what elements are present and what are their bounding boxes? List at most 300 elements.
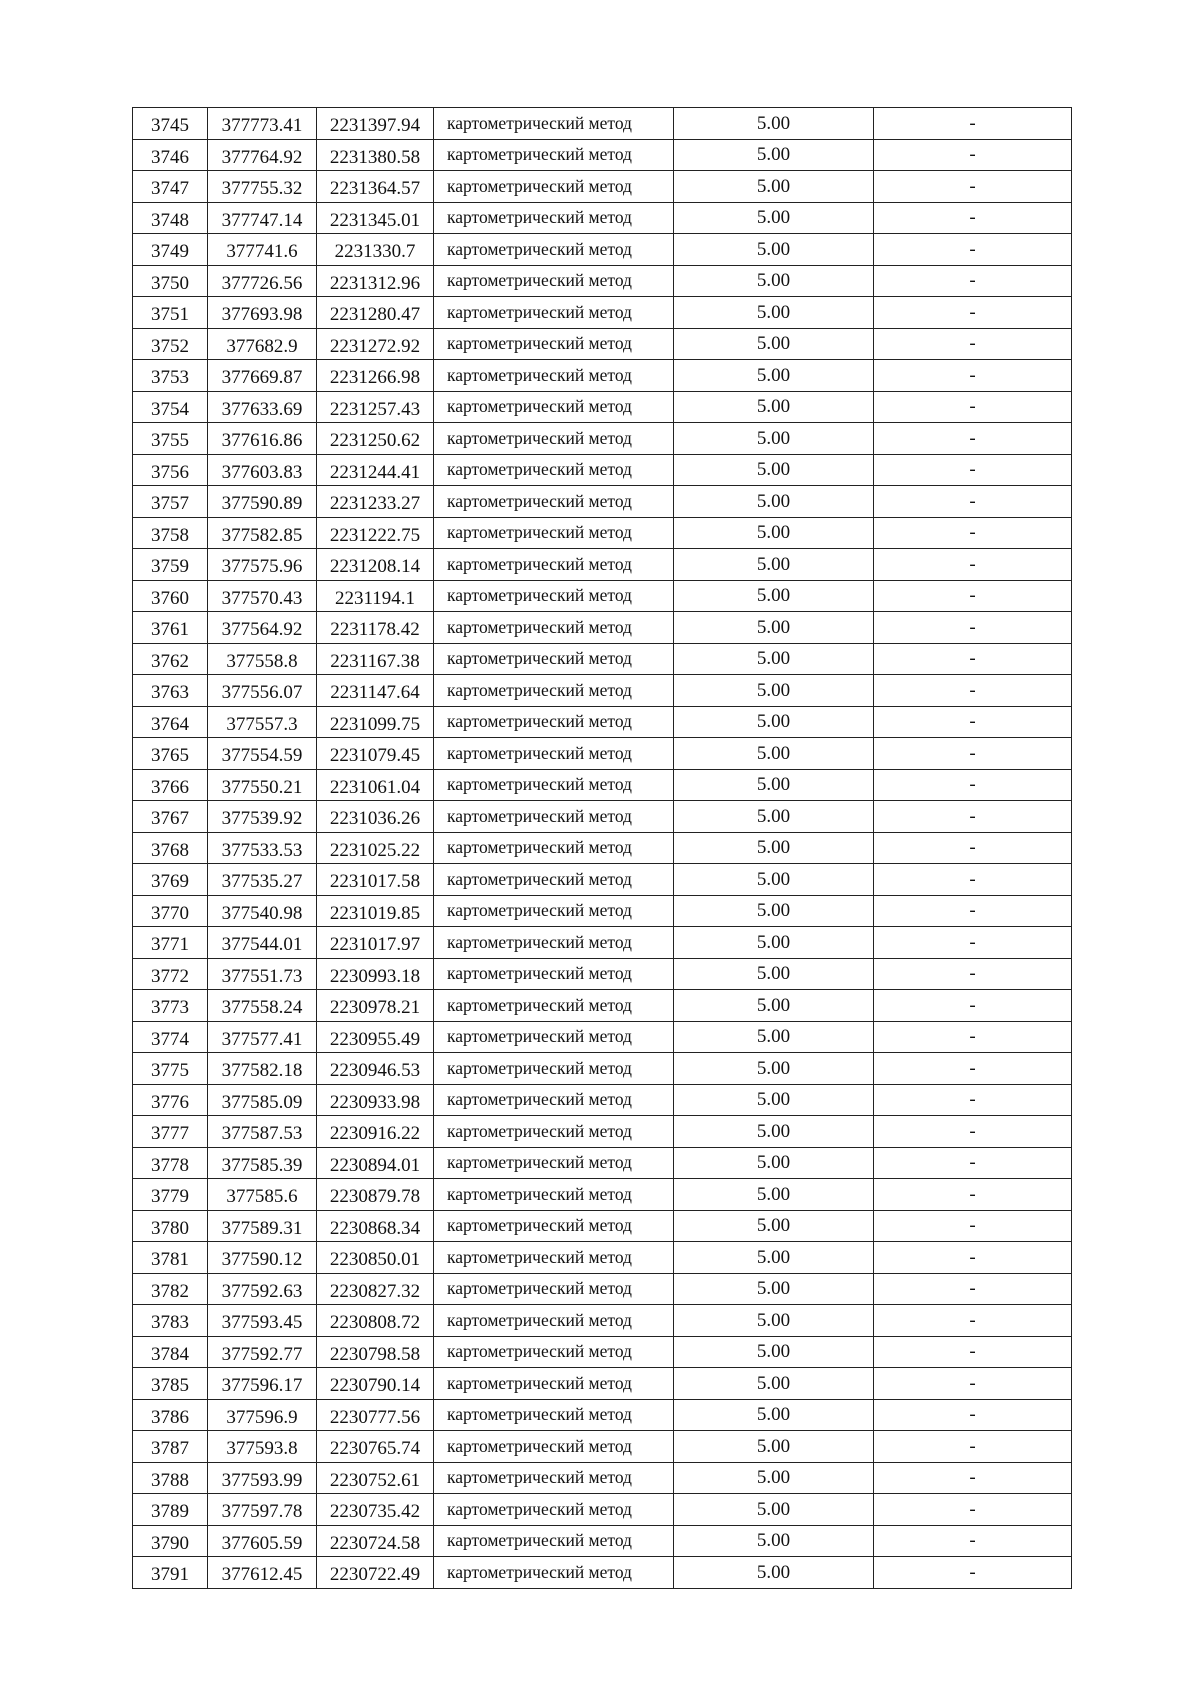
accuracy-cell: 5.00 (674, 1368, 874, 1400)
y-coordinate-cell: 2230894.01 (317, 1147, 434, 1179)
y-coordinate-cell: 2231250.62 (317, 423, 434, 455)
y-coordinate-cell: 2231233.27 (317, 486, 434, 518)
table-row (133, 549, 1072, 581)
x-coordinate-cell: 377590.12 (208, 1242, 317, 1274)
method-cell: картометрический метод (434, 1462, 674, 1494)
method-cell: картометрический метод (434, 171, 674, 203)
y-coordinate-cell: 2231330.7 (317, 234, 434, 266)
y-coordinate-cell: 2231178.42 (317, 612, 434, 644)
description-cell: - (874, 139, 1072, 171)
x-coordinate-cell: 377590.89 (208, 486, 317, 518)
point-number-cell: 3753 (133, 360, 208, 392)
method-cell: картометрический метод (434, 328, 674, 360)
y-coordinate-cell: 2231147.64 (317, 675, 434, 707)
x-coordinate-cell: 377551.73 (208, 958, 317, 990)
table-row (133, 202, 1072, 234)
x-coordinate-cell: 377764.92 (208, 139, 317, 171)
x-coordinate-cell: 377550.21 (208, 769, 317, 801)
x-coordinate-cell: 377577.41 (208, 1021, 317, 1053)
method-cell: картометрический метод (434, 580, 674, 612)
table-row (133, 423, 1072, 455)
table-row (133, 1368, 1072, 1400)
x-coordinate-cell: 377533.53 (208, 832, 317, 864)
y-coordinate-cell: 2231397.94 (317, 108, 434, 140)
method-cell: картометрический метод (434, 1053, 674, 1085)
y-coordinate-cell: 2231345.01 (317, 202, 434, 234)
method-cell: картометрический метод (434, 832, 674, 864)
accuracy-cell: 5.00 (674, 706, 874, 738)
x-coordinate-cell: 377585.09 (208, 1084, 317, 1116)
point-number-cell: 3750 (133, 265, 208, 297)
y-coordinate-cell: 2231280.47 (317, 297, 434, 329)
table-row (133, 1273, 1072, 1305)
table-row (133, 1557, 1072, 1589)
table-row (133, 769, 1072, 801)
table-row (133, 801, 1072, 833)
x-coordinate-cell: 377593.99 (208, 1462, 317, 1494)
point-number-cell: 3768 (133, 832, 208, 864)
description-cell: - (874, 864, 1072, 896)
table-row (133, 1179, 1072, 1211)
description-cell: - (874, 927, 1072, 959)
method-cell: картометрический метод (434, 1147, 674, 1179)
table-row (133, 738, 1072, 770)
description-cell: - (874, 454, 1072, 486)
table-row (133, 706, 1072, 738)
accuracy-cell: 5.00 (674, 738, 874, 770)
description-cell: - (874, 1179, 1072, 1211)
point-number-cell: 3779 (133, 1179, 208, 1211)
x-coordinate-cell: 377557.3 (208, 706, 317, 738)
point-number-cell: 3769 (133, 864, 208, 896)
table-row (133, 612, 1072, 644)
description-cell: - (874, 423, 1072, 455)
description-cell: - (874, 612, 1072, 644)
y-coordinate-cell: 2231099.75 (317, 706, 434, 738)
method-cell: картометрический метод (434, 1021, 674, 1053)
x-coordinate-cell: 377575.96 (208, 549, 317, 581)
table-row (133, 1494, 1072, 1526)
method-cell: картометрический метод (434, 1557, 674, 1589)
table-row (133, 108, 1072, 140)
table-row (133, 990, 1072, 1022)
y-coordinate-cell: 2231017.58 (317, 864, 434, 896)
method-cell: картометрический метод (434, 801, 674, 833)
table-row (133, 643, 1072, 675)
description-cell: - (874, 1116, 1072, 1148)
description-cell: - (874, 1557, 1072, 1589)
point-number-cell: 3781 (133, 1242, 208, 1274)
y-coordinate-cell: 2230752.61 (317, 1462, 434, 1494)
point-number-cell: 3761 (133, 612, 208, 644)
accuracy-cell: 5.00 (674, 486, 874, 518)
accuracy-cell: 5.00 (674, 108, 874, 140)
method-cell: картометрический метод (434, 1336, 674, 1368)
accuracy-cell: 5.00 (674, 1462, 874, 1494)
description-cell: - (874, 1210, 1072, 1242)
method-cell: картометрический метод (434, 1368, 674, 1400)
point-number-cell: 3790 (133, 1525, 208, 1557)
table-row (133, 1053, 1072, 1085)
table-row (133, 391, 1072, 423)
description-cell: - (874, 1431, 1072, 1463)
method-cell: картометрический метод (434, 234, 674, 266)
accuracy-cell: 5.00 (674, 1021, 874, 1053)
accuracy-cell: 5.00 (674, 1494, 874, 1526)
y-coordinate-cell: 2231380.58 (317, 139, 434, 171)
x-coordinate-cell: 377682.9 (208, 328, 317, 360)
description-cell: - (874, 706, 1072, 738)
point-number-cell: 3782 (133, 1273, 208, 1305)
accuracy-cell: 5.00 (674, 360, 874, 392)
accuracy-cell: 5.00 (674, 675, 874, 707)
x-coordinate-cell: 377596.17 (208, 1368, 317, 1400)
point-number-cell: 3791 (133, 1557, 208, 1589)
point-number-cell: 3754 (133, 391, 208, 423)
accuracy-cell: 5.00 (674, 265, 874, 297)
method-cell: картометрический метод (434, 1305, 674, 1337)
description-cell: - (874, 391, 1072, 423)
table-row (133, 139, 1072, 171)
point-number-cell: 3764 (133, 706, 208, 738)
x-coordinate-cell: 377585.6 (208, 1179, 317, 1211)
accuracy-cell: 5.00 (674, 171, 874, 203)
method-cell: картометрический метод (434, 549, 674, 581)
y-coordinate-cell: 2230827.32 (317, 1273, 434, 1305)
table-row (133, 675, 1072, 707)
y-coordinate-cell: 2231364.57 (317, 171, 434, 203)
x-coordinate-cell: 377605.59 (208, 1525, 317, 1557)
table-row (133, 486, 1072, 518)
point-number-cell: 3780 (133, 1210, 208, 1242)
method-cell: картометрический метод (434, 1273, 674, 1305)
y-coordinate-cell: 2231266.98 (317, 360, 434, 392)
table-row (133, 1116, 1072, 1148)
table-row (133, 234, 1072, 266)
y-coordinate-cell: 2231079.45 (317, 738, 434, 770)
description-cell: - (874, 486, 1072, 518)
table-row (133, 1462, 1072, 1494)
accuracy-cell: 5.00 (674, 1053, 874, 1085)
method-cell: картометрический метод (434, 1399, 674, 1431)
description-cell: - (874, 360, 1072, 392)
accuracy-cell: 5.00 (674, 643, 874, 675)
accuracy-cell: 5.00 (674, 1242, 874, 1274)
x-coordinate-cell: 377693.98 (208, 297, 317, 329)
description-cell: - (874, 171, 1072, 203)
table-row (133, 265, 1072, 297)
y-coordinate-cell: 2231272.92 (317, 328, 434, 360)
point-number-cell: 3765 (133, 738, 208, 770)
accuracy-cell: 5.00 (674, 927, 874, 959)
description-cell: - (874, 1494, 1072, 1526)
accuracy-cell: 5.00 (674, 1557, 874, 1589)
y-coordinate-cell: 2230777.56 (317, 1399, 434, 1431)
method-cell: картометрический метод (434, 139, 674, 171)
accuracy-cell: 5.00 (674, 1273, 874, 1305)
x-coordinate-cell: 377596.9 (208, 1399, 317, 1431)
y-coordinate-cell: 2231244.41 (317, 454, 434, 486)
y-coordinate-cell: 2231257.43 (317, 391, 434, 423)
accuracy-cell: 5.00 (674, 832, 874, 864)
table-row (133, 328, 1072, 360)
description-cell: - (874, 1525, 1072, 1557)
point-number-cell: 3784 (133, 1336, 208, 1368)
description-cell: - (874, 580, 1072, 612)
accuracy-cell: 5.00 (674, 801, 874, 833)
table-row (133, 832, 1072, 864)
table-row (133, 1210, 1072, 1242)
description-cell: - (874, 1305, 1072, 1337)
y-coordinate-cell: 2230808.72 (317, 1305, 434, 1337)
x-coordinate-cell: 377597.78 (208, 1494, 317, 1526)
x-coordinate-cell: 377585.39 (208, 1147, 317, 1179)
description-cell: - (874, 202, 1072, 234)
point-number-cell: 3785 (133, 1368, 208, 1400)
point-number-cell: 3778 (133, 1147, 208, 1179)
method-cell: картометрический метод (434, 1210, 674, 1242)
method-cell: картометрический метод (434, 297, 674, 329)
point-number-cell: 3756 (133, 454, 208, 486)
point-number-cell: 3755 (133, 423, 208, 455)
x-coordinate-cell: 377582.85 (208, 517, 317, 549)
table-row (133, 1242, 1072, 1274)
accuracy-cell: 5.00 (674, 1336, 874, 1368)
point-number-cell: 3746 (133, 139, 208, 171)
accuracy-cell: 5.00 (674, 895, 874, 927)
description-cell: - (874, 1242, 1072, 1274)
x-coordinate-cell: 377587.53 (208, 1116, 317, 1148)
point-number-cell: 3749 (133, 234, 208, 266)
y-coordinate-cell: 2230879.78 (317, 1179, 434, 1211)
x-coordinate-cell: 377556.07 (208, 675, 317, 707)
method-cell: картометрический метод (434, 360, 674, 392)
method-cell: картометрический метод (434, 265, 674, 297)
description-cell: - (874, 990, 1072, 1022)
point-number-cell: 3774 (133, 1021, 208, 1053)
table-row (133, 297, 1072, 329)
point-number-cell: 3748 (133, 202, 208, 234)
y-coordinate-cell: 2230722.49 (317, 1557, 434, 1589)
y-coordinate-cell: 2230724.58 (317, 1525, 434, 1557)
x-coordinate-cell: 377558.24 (208, 990, 317, 1022)
point-number-cell: 3789 (133, 1494, 208, 1526)
x-coordinate-cell: 377603.83 (208, 454, 317, 486)
accuracy-cell: 5.00 (674, 391, 874, 423)
x-coordinate-cell: 377564.92 (208, 612, 317, 644)
description-cell: - (874, 1053, 1072, 1085)
description-cell: - (874, 643, 1072, 675)
accuracy-cell: 5.00 (674, 517, 874, 549)
x-coordinate-cell: 377612.45 (208, 1557, 317, 1589)
accuracy-cell: 5.00 (674, 769, 874, 801)
accuracy-cell: 5.00 (674, 612, 874, 644)
x-coordinate-cell: 377539.92 (208, 801, 317, 833)
accuracy-cell: 5.00 (674, 1399, 874, 1431)
accuracy-cell: 5.00 (674, 328, 874, 360)
accuracy-cell: 5.00 (674, 202, 874, 234)
table-row (133, 454, 1072, 486)
accuracy-cell: 5.00 (674, 580, 874, 612)
method-cell: картометрический метод (434, 1084, 674, 1116)
x-coordinate-cell: 377582.18 (208, 1053, 317, 1085)
y-coordinate-cell: 2231208.14 (317, 549, 434, 581)
x-coordinate-cell: 377544.01 (208, 927, 317, 959)
point-number-cell: 3751 (133, 297, 208, 329)
point-number-cell: 3758 (133, 517, 208, 549)
table-row (133, 1525, 1072, 1557)
y-coordinate-cell: 2230955.49 (317, 1021, 434, 1053)
x-coordinate-cell: 377773.41 (208, 108, 317, 140)
table-row (133, 1399, 1072, 1431)
accuracy-cell: 5.00 (674, 549, 874, 581)
table-row (133, 171, 1072, 203)
description-cell: - (874, 1084, 1072, 1116)
accuracy-cell: 5.00 (674, 990, 874, 1022)
point-number-cell: 3771 (133, 927, 208, 959)
y-coordinate-cell: 2231061.04 (317, 769, 434, 801)
point-number-cell: 3783 (133, 1305, 208, 1337)
method-cell: картометрический метод (434, 990, 674, 1022)
accuracy-cell: 5.00 (674, 139, 874, 171)
description-cell: - (874, 738, 1072, 770)
method-cell: картометрический метод (434, 738, 674, 770)
y-coordinate-cell: 2231019.85 (317, 895, 434, 927)
method-cell: картометрический метод (434, 958, 674, 990)
point-number-cell: 3763 (133, 675, 208, 707)
y-coordinate-cell: 2230765.74 (317, 1431, 434, 1463)
table-row (133, 895, 1072, 927)
table-row (133, 1431, 1072, 1463)
point-number-cell: 3767 (133, 801, 208, 833)
description-cell: - (874, 832, 1072, 864)
y-coordinate-cell: 2230798.58 (317, 1336, 434, 1368)
method-cell: картометрический метод (434, 1116, 674, 1148)
x-coordinate-cell: 377616.86 (208, 423, 317, 455)
y-coordinate-cell: 2230790.14 (317, 1368, 434, 1400)
accuracy-cell: 5.00 (674, 1084, 874, 1116)
table-body (133, 108, 1072, 1589)
x-coordinate-cell: 377540.98 (208, 895, 317, 927)
description-cell: - (874, 265, 1072, 297)
point-number-cell: 3788 (133, 1462, 208, 1494)
description-cell: - (874, 517, 1072, 549)
method-cell: картометрический метод (434, 927, 674, 959)
x-coordinate-cell: 377726.56 (208, 265, 317, 297)
x-coordinate-cell: 377589.31 (208, 1210, 317, 1242)
point-number-cell: 3759 (133, 549, 208, 581)
accuracy-cell: 5.00 (674, 1210, 874, 1242)
method-cell: картометрический метод (434, 108, 674, 140)
x-coordinate-cell: 377570.43 (208, 580, 317, 612)
description-cell: - (874, 801, 1072, 833)
point-number-cell: 3762 (133, 643, 208, 675)
method-cell: картометрический метод (434, 1431, 674, 1463)
y-coordinate-cell: 2230735.42 (317, 1494, 434, 1526)
point-number-cell: 3770 (133, 895, 208, 927)
description-cell: - (874, 895, 1072, 927)
description-cell: - (874, 1336, 1072, 1368)
accuracy-cell: 5.00 (674, 297, 874, 329)
description-cell: - (874, 958, 1072, 990)
x-coordinate-cell: 377747.14 (208, 202, 317, 234)
accuracy-cell: 5.00 (674, 1525, 874, 1557)
x-coordinate-cell: 377669.87 (208, 360, 317, 392)
x-coordinate-cell: 377741.6 (208, 234, 317, 266)
y-coordinate-cell: 2230978.21 (317, 990, 434, 1022)
accuracy-cell: 5.00 (674, 1116, 874, 1148)
method-cell: картометрический метод (434, 675, 674, 707)
method-cell: картометрический метод (434, 454, 674, 486)
method-cell: картометрический метод (434, 1242, 674, 1274)
table-row (133, 1305, 1072, 1337)
method-cell: картометрический метод (434, 1525, 674, 1557)
method-cell: картометрический метод (434, 706, 674, 738)
method-cell: картометрический метод (434, 517, 674, 549)
y-coordinate-cell: 2231167.38 (317, 643, 434, 675)
method-cell: картометрический метод (434, 895, 674, 927)
y-coordinate-cell: 2231017.97 (317, 927, 434, 959)
method-cell: картометрический метод (434, 643, 674, 675)
table-row (133, 1084, 1072, 1116)
accuracy-cell: 5.00 (674, 958, 874, 990)
accuracy-cell: 5.00 (674, 1179, 874, 1211)
y-coordinate-cell: 2230916.22 (317, 1116, 434, 1148)
description-cell: - (874, 1273, 1072, 1305)
method-cell: картометрический метод (434, 1179, 674, 1211)
point-number-cell: 3773 (133, 990, 208, 1022)
y-coordinate-cell: 2231312.96 (317, 265, 434, 297)
x-coordinate-cell: 377592.63 (208, 1273, 317, 1305)
method-cell: картометрический метод (434, 391, 674, 423)
accuracy-cell: 5.00 (674, 1147, 874, 1179)
table-row (133, 864, 1072, 896)
x-coordinate-cell: 377554.59 (208, 738, 317, 770)
description-cell: - (874, 297, 1072, 329)
point-number-cell: 3745 (133, 108, 208, 140)
point-number-cell: 3757 (133, 486, 208, 518)
x-coordinate-cell: 377593.45 (208, 1305, 317, 1337)
point-number-cell: 3776 (133, 1084, 208, 1116)
description-cell: - (874, 1399, 1072, 1431)
point-number-cell: 3772 (133, 958, 208, 990)
point-number-cell: 3775 (133, 1053, 208, 1085)
point-number-cell: 3777 (133, 1116, 208, 1148)
y-coordinate-cell: 2231036.26 (317, 801, 434, 833)
description-cell: - (874, 328, 1072, 360)
y-coordinate-cell: 2231025.22 (317, 832, 434, 864)
accuracy-cell: 5.00 (674, 234, 874, 266)
x-coordinate-cell: 377558.8 (208, 643, 317, 675)
y-coordinate-cell: 2230946.53 (317, 1053, 434, 1085)
point-number-cell: 3766 (133, 769, 208, 801)
accuracy-cell: 5.00 (674, 454, 874, 486)
y-coordinate-cell: 2230993.18 (317, 958, 434, 990)
method-cell: картометрический метод (434, 612, 674, 644)
description-cell: - (874, 1368, 1072, 1400)
y-coordinate-cell: 2231194.1 (317, 580, 434, 612)
y-coordinate-cell: 2231222.75 (317, 517, 434, 549)
y-coordinate-cell: 2230868.34 (317, 1210, 434, 1242)
accuracy-cell: 5.00 (674, 864, 874, 896)
table-row (133, 1336, 1072, 1368)
description-cell: - (874, 769, 1072, 801)
point-number-cell: 3787 (133, 1431, 208, 1463)
table-row (133, 958, 1072, 990)
table-row (133, 1147, 1072, 1179)
description-cell: - (874, 234, 1072, 266)
x-coordinate-cell: 377592.77 (208, 1336, 317, 1368)
